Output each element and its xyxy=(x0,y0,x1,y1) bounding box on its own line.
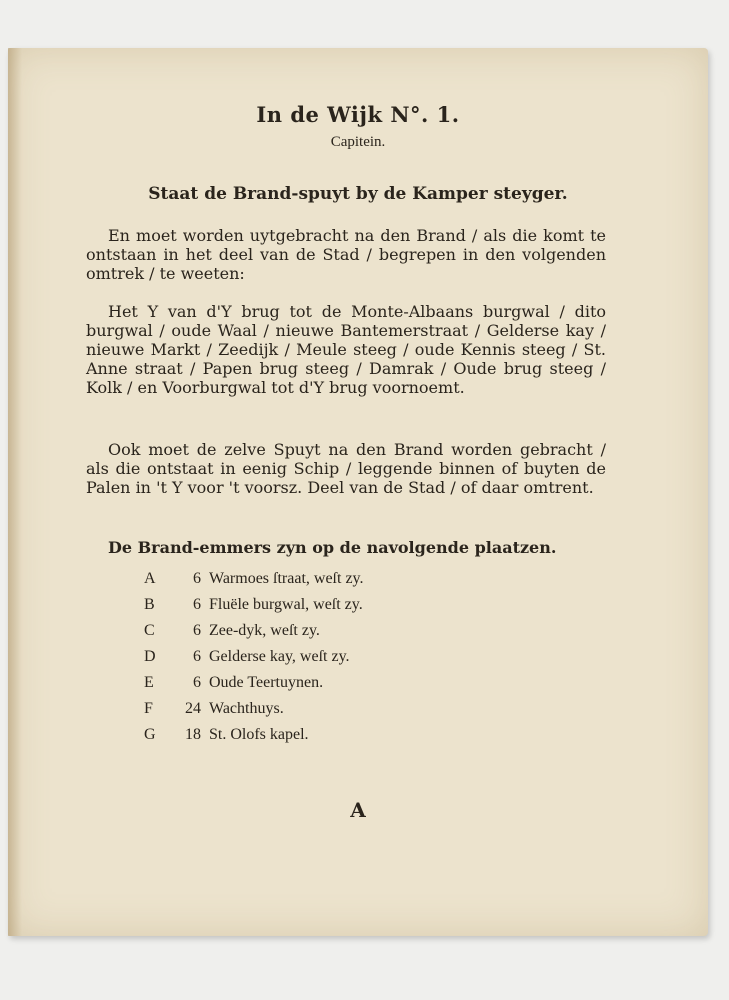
bucket-letter: C xyxy=(144,622,155,639)
bucket-letter: D xyxy=(144,648,156,665)
bucket-count: 6 xyxy=(193,648,201,665)
bucket-place: Oude Teertuynen. xyxy=(209,674,324,691)
list-item xyxy=(144,570,364,596)
fire-pump-location: Staat de Brand-spuyt by de Kamper steyger. xyxy=(148,184,568,204)
bucket-place: St. Olofs kapel. xyxy=(209,726,309,743)
paragraph-ships: Ook moet de zelve Spuyt na den Brand worden gebracht / als die ontstaat in eenig Schip / leggende binnen of buyten de Palen in 't Y voor 't voorsz. Deel van de Stad / of daar omtrent. xyxy=(86,440,606,497)
bucket-letter: F xyxy=(144,700,153,717)
page-subheading: Capitein. xyxy=(330,134,386,150)
bucket-place: Zee-dyk, weſt zy. xyxy=(209,622,320,639)
bucket-count: 24 xyxy=(185,700,201,717)
bucket-count: 6 xyxy=(193,596,201,613)
bucket-letter: A xyxy=(144,570,156,587)
bucket-letter: B xyxy=(144,596,155,613)
bucket-count: 6 xyxy=(193,674,201,691)
bucket-letter: E xyxy=(144,674,154,691)
bucket-count: 18 xyxy=(185,726,201,743)
bucket-count: 6 xyxy=(193,570,201,587)
list-item xyxy=(144,726,364,752)
list-item xyxy=(144,596,364,622)
list-item xyxy=(144,622,364,648)
page-heading: In de Wijk N°. 1. xyxy=(256,102,460,127)
list-item xyxy=(144,648,364,674)
bucket-place: Warmoes ſtraat, weſt zy. xyxy=(209,570,364,587)
bucket-place: Fluële burgwal, weſt zy. xyxy=(209,596,363,613)
bucket-place: Gelderse kay, weſt zy. xyxy=(209,648,350,665)
buckets-intro: De Brand-emmers zyn op de navolgende plaatzen. xyxy=(108,538,557,557)
list-item xyxy=(144,674,364,700)
bucket-place: Wachthuys. xyxy=(209,700,284,717)
bucket-count: 6 xyxy=(193,622,201,639)
bucket-list xyxy=(144,570,364,752)
catchword: A xyxy=(350,798,366,822)
bucket-letter: G xyxy=(144,726,156,743)
paragraph-district: Het Y van d'Y brug tot de Monte-Albaans burgwal / dito burgwal / oude Waal / nieuwe Bantemerstraat / Gelderse kay / nieuwe Markt / Zeedijk / Meule steeg / oude Kennis steeg / St. Anne straat / Papen brug steeg / Damrak / Oude brug steeg / Kolk / en Voorburgwal tot d'Y brug voornoemt. xyxy=(86,302,606,397)
list-item xyxy=(144,700,364,726)
paragraph-deployment: En moet worden uytgebracht na den Brand / als die komt te ontstaan in het deel van de Stad / begrepen in den volgenden omtrek / te weeten: xyxy=(86,226,606,283)
book-page xyxy=(8,48,708,936)
